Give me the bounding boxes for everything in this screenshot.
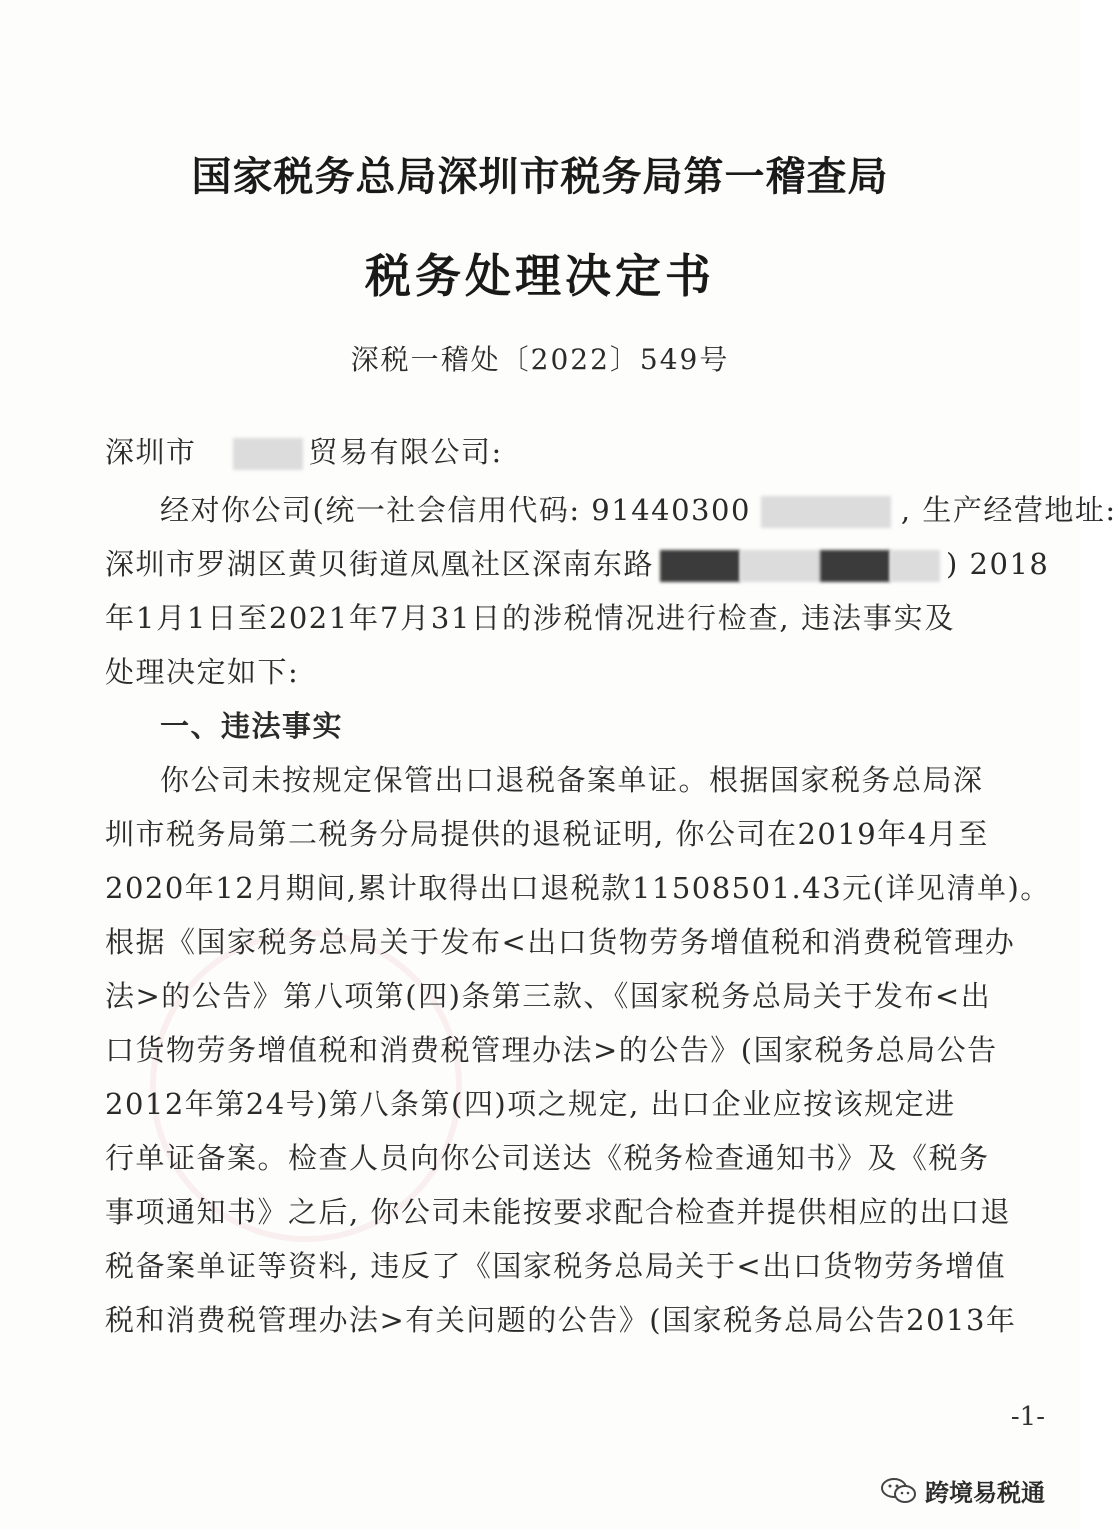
- addressee-line: [105, 432, 955, 472]
- paragraph-2-line: 2020年12月期间,累计取得出口退税款11508501.43元(详见清单)。: [105, 871, 1051, 905]
- paragraph-2-line: 2012年第24号)第八条第(四)项之规定, 出口企业应按该规定进: [105, 1087, 956, 1121]
- paragraph-1-line-3: 年1月1日至2021年7月31日的涉税情况进行检查, 违法事实及: [105, 601, 955, 635]
- page-number: -1-: [1010, 1402, 1045, 1432]
- paragraph-2-line: 事项通知书》之后, 你公司未能按要求配合检查并提供相应的出口退: [105, 1195, 1011, 1229]
- watermark-text: 跨境易税通: [925, 1479, 1045, 1507]
- redacted-company-name: [233, 438, 303, 470]
- addressee-company: 贸易有限公司:: [308, 435, 503, 469]
- redacted-address-part-3: [820, 550, 890, 582]
- paragraph-2-line: 口货物劳务增值税和消费税管理办法>的公告》(国家税务总局公告: [105, 1033, 998, 1067]
- wechat-icon: [881, 1477, 917, 1505]
- paragraph-1-line-1: 经对你公司(统一社会信用代码: 91440300 , 生产经营地址:: [160, 493, 1117, 527]
- issuing-authority-title: 国家税务总局深圳市税务局第一稽查局: [191, 154, 889, 200]
- paragraph-1-line-4: 处理决定如下:: [105, 655, 300, 689]
- addressee-city: 深圳市: [105, 435, 197, 469]
- paragraph-2-line: 税备案单证等资料, 违反了《国家税务总局关于<出口货物劳务增值: [105, 1249, 1007, 1283]
- source-watermark: [881, 1473, 1045, 1508]
- paragraph-2-line: 税和消费税管理办法>有关问题的公告》(国家税务总局公告2013年: [105, 1303, 1017, 1337]
- paragraph-2-line: 行单证备案。检查人员向你公司送达《税务检查通知书》及《税务: [105, 1141, 990, 1175]
- paragraph-2-line: 圳市税务局第二税务分局提供的退税证明, 你公司在2019年4月至: [105, 817, 989, 851]
- document-number: 深税一稽处〔2022〕549号: [350, 343, 730, 376]
- paragraph-1-line-2: 深圳市罗湖区黄贝街道凤凰社区深南东路 ) 2018: [105, 547, 1050, 581]
- paragraph-2-line: 法>的公告》第八项第(四)条第三款、《国家税务总局关于发布<出: [105, 979, 992, 1013]
- redacted-address-part-1: [660, 550, 740, 582]
- paragraph-2-line: 根据《国家税务总局关于发布<出口货物劳务增值税和消费税管理办: [105, 925, 1016, 959]
- paragraph-2-line: 你公司未按规定保管出口退税备案单证。根据国家税务总局深: [160, 763, 984, 797]
- redacted-address-part-4: [890, 550, 940, 582]
- section-heading-violations: 一、违法事实: [160, 709, 344, 743]
- redacted-credit-code: [761, 496, 891, 528]
- redacted-address-part-2: [740, 550, 820, 582]
- document-title: 税务处理决定书: [365, 249, 715, 303]
